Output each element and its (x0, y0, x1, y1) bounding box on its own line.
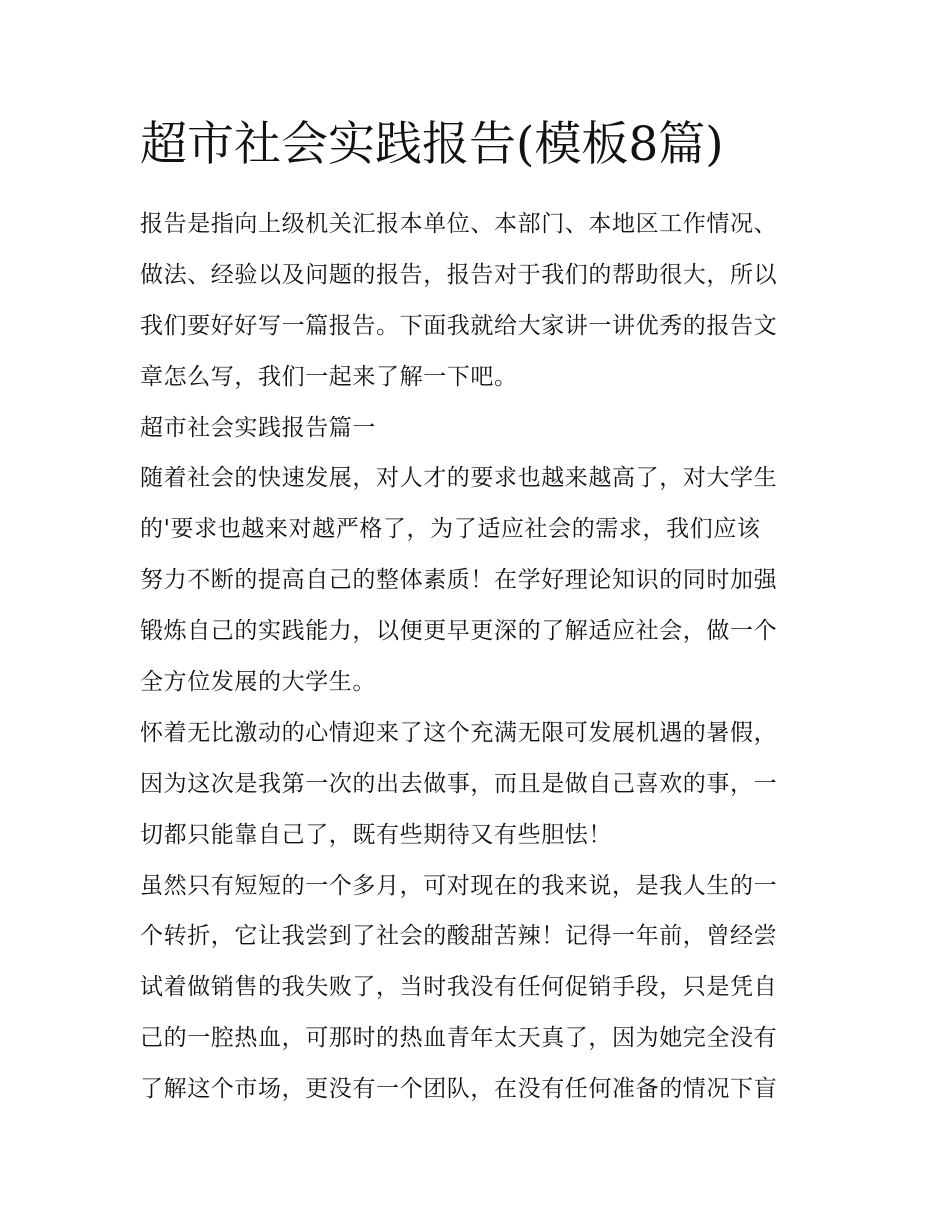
paragraph (140, 861, 812, 1115)
text-line: 努力不断的提高自己的整体素质！在学好理论知识的同时加强 (140, 567, 778, 594)
text-line: 了解这个市场，更没有一个团队，在没有任何准备的情况下盲 (140, 1076, 778, 1103)
text-line: 我们要好好写一篇报告。下面我就给大家讲一讲优秀的报告文 (140, 312, 778, 339)
text-line: 全方位发展的大学生。 (140, 669, 376, 696)
text-line: 锻炼自己的实践能力，以便更早更深的了解适应社会，做一个 (140, 618, 778, 645)
text-line: 己的一腔热血，可那时的热血青年太天真了，因为她完全没有 (140, 1025, 778, 1052)
section-heading (140, 403, 812, 454)
text-line: 随着社会的快速发展，对人才的要求也越来越高了，对大学生 (140, 465, 778, 492)
paragraph-intro (140, 199, 812, 403)
paragraph (140, 453, 812, 707)
text-line: 章怎么写，我们一起来了解一下吧。 (140, 363, 518, 390)
document-title: 超市社会实践报告(模板8篇) (140, 117, 724, 172)
text-line: 超市社会实践报告篇一 (140, 414, 376, 441)
text-line: 切都只能靠自己了，既有些期待又有些胆怯！ (140, 821, 612, 848)
text-line: 做法、经验以及问题的报告，报告对于我们的帮助很大，所以 (140, 261, 778, 288)
text-line: 怀着无比激动的心情迎来了这个充满无限可发展机遇的暑假， (140, 719, 778, 746)
text-line: 虽然只有短短的一个多月，可对现在的我来说，是我人生的一 (140, 872, 778, 899)
text-line: 个转折，它让我尝到了社会的酸甜苦辣！记得一年前，曾经尝 (140, 923, 778, 950)
text-line: 试着做销售的我失败了，当时我没有任何促销手段，只是凭自 (140, 974, 778, 1001)
text-line: 报告是指向上级机关汇报本单位、本部门、本地区工作情况、 (140, 211, 778, 237)
paragraph (140, 708, 812, 861)
document-body (140, 199, 812, 1115)
text-line: 因为这次是我第一次的出去做事，而且是做自己喜欢的事，一 (140, 770, 778, 797)
text-line: 的'要求也越来对越严格了，为了适应社会的需求，我们应该 (140, 516, 761, 543)
